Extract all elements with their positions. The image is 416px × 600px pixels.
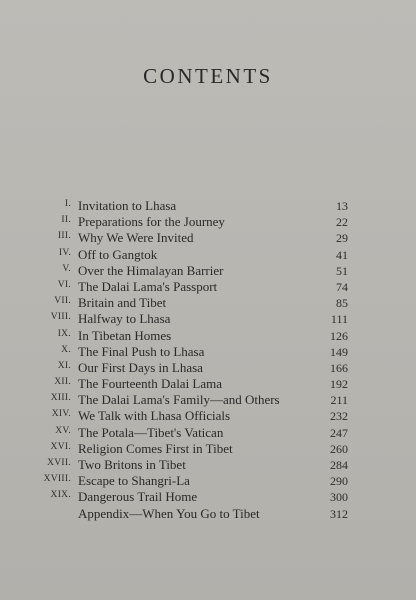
- toc-entry-appendix: [0, 506, 416, 522]
- page-number: 13: [336, 199, 348, 213]
- chapter-title: We Talk with Lhasa Officials: [78, 408, 231, 424]
- chapter-number: XIX.: [50, 490, 71, 501]
- page-number: 312: [330, 506, 348, 521]
- chapter-number: IX.: [57, 328, 71, 339]
- chapter-title: Escape to Shangri-La: [78, 473, 190, 489]
- table-of-contents: [0, 198, 416, 522]
- chapter-title: Religion Comes First in Tibet: [78, 440, 233, 456]
- page-number: 85: [336, 296, 348, 311]
- chapter-number: II.: [61, 215, 71, 226]
- page-number: 111: [330, 312, 348, 327]
- chapter-number: VI.: [57, 279, 71, 290]
- toc-entry: [0, 408, 416, 424]
- chapter-title: Dangerous Trail Home: [78, 489, 198, 505]
- chapter-title: Britain and Tibet: [78, 295, 167, 311]
- chapter-title: Halfway to Lhasa: [78, 311, 171, 327]
- page-number: 247: [330, 425, 348, 440]
- page-number: 29: [336, 231, 348, 246]
- chapter-number: VIII.: [50, 312, 71, 323]
- chapter-title: Two Britons in Tibet: [78, 457, 186, 472]
- chapter-title: Over the Himalayan Barrier: [78, 262, 224, 278]
- chapter-title: Off to Gangtok: [78, 246, 158, 262]
- toc-entry: [0, 425, 416, 441]
- page-number: 290: [330, 474, 348, 489]
- chapter-title: The Final Push to Lhasa: [78, 343, 205, 359]
- chapter-title: The Potala—Tibet's Vatican: [78, 424, 224, 440]
- page-title: CONTENTS: [143, 64, 273, 88]
- toc-entry: [0, 198, 416, 214]
- chapter-number: V.: [62, 263, 71, 274]
- toc-entry: [0, 230, 416, 246]
- appendix-title: Appendix—When You Go to Tibet: [78, 505, 260, 521]
- chapter-title: Why We Were Invited: [78, 230, 194, 246]
- page-number: 211: [330, 393, 348, 408]
- chapter-number: XVIII.: [43, 474, 71, 485]
- toc-entry: [0, 328, 416, 344]
- chapter-title: Preparations for the Journey: [78, 214, 225, 230]
- page-number: 149: [330, 344, 348, 359]
- page-number: 22: [336, 215, 348, 230]
- toc-entry: [0, 376, 416, 392]
- toc-entry: [0, 344, 416, 360]
- page-number: 284: [330, 458, 348, 472]
- chapter-number: X.: [61, 344, 71, 355]
- toc-entry: [0, 392, 416, 408]
- page-number: 232: [330, 409, 348, 424]
- toc-entry: [0, 489, 416, 505]
- page-number: 192: [330, 377, 348, 392]
- chapter-number: VII.: [54, 296, 71, 307]
- toc-entry: [0, 263, 416, 279]
- toc-entry: [0, 247, 416, 263]
- page-number: 51: [336, 263, 348, 278]
- toc-entry: [0, 360, 416, 376]
- toc-entry: [0, 295, 416, 311]
- toc-entry: [0, 311, 416, 327]
- chapter-number: XIII.: [50, 393, 71, 404]
- page-number: 300: [330, 490, 348, 505]
- toc-entry: [0, 441, 416, 457]
- chapter-title: The Dalai Lama's Passport: [78, 278, 218, 294]
- chapter-title: The Fourteenth Dalai Lama: [78, 376, 223, 392]
- chapter-number: XVI.: [50, 441, 71, 452]
- page-number: 74: [336, 279, 348, 294]
- chapter-number: XVII.: [47, 458, 71, 468]
- toc-entry: [0, 457, 416, 473]
- page-number: 166: [330, 360, 348, 375]
- chapter-title: Our First Days in Lhasa: [78, 359, 203, 375]
- toc-entry: [0, 473, 416, 489]
- toc-entry: [0, 214, 416, 230]
- chapter-title: In Tibetan Homes: [78, 327, 172, 343]
- toc-entry: [0, 279, 416, 295]
- chapter-title: Invitation to Lhasa: [78, 198, 177, 213]
- page-number: 41: [336, 247, 348, 262]
- chapter-number: III.: [57, 231, 71, 242]
- chapter-number: I.: [64, 199, 71, 209]
- chapter-number: XII.: [54, 377, 71, 388]
- page-number: 126: [330, 328, 348, 343]
- chapter-title: The Dalai Lama's Family—and Others: [78, 392, 280, 408]
- chapter-number: XIV.: [51, 409, 71, 420]
- page-number: 260: [330, 441, 348, 456]
- chapter-number: XI.: [57, 360, 71, 371]
- chapter-number: IV.: [58, 247, 71, 258]
- chapter-number: XV.: [55, 425, 71, 436]
